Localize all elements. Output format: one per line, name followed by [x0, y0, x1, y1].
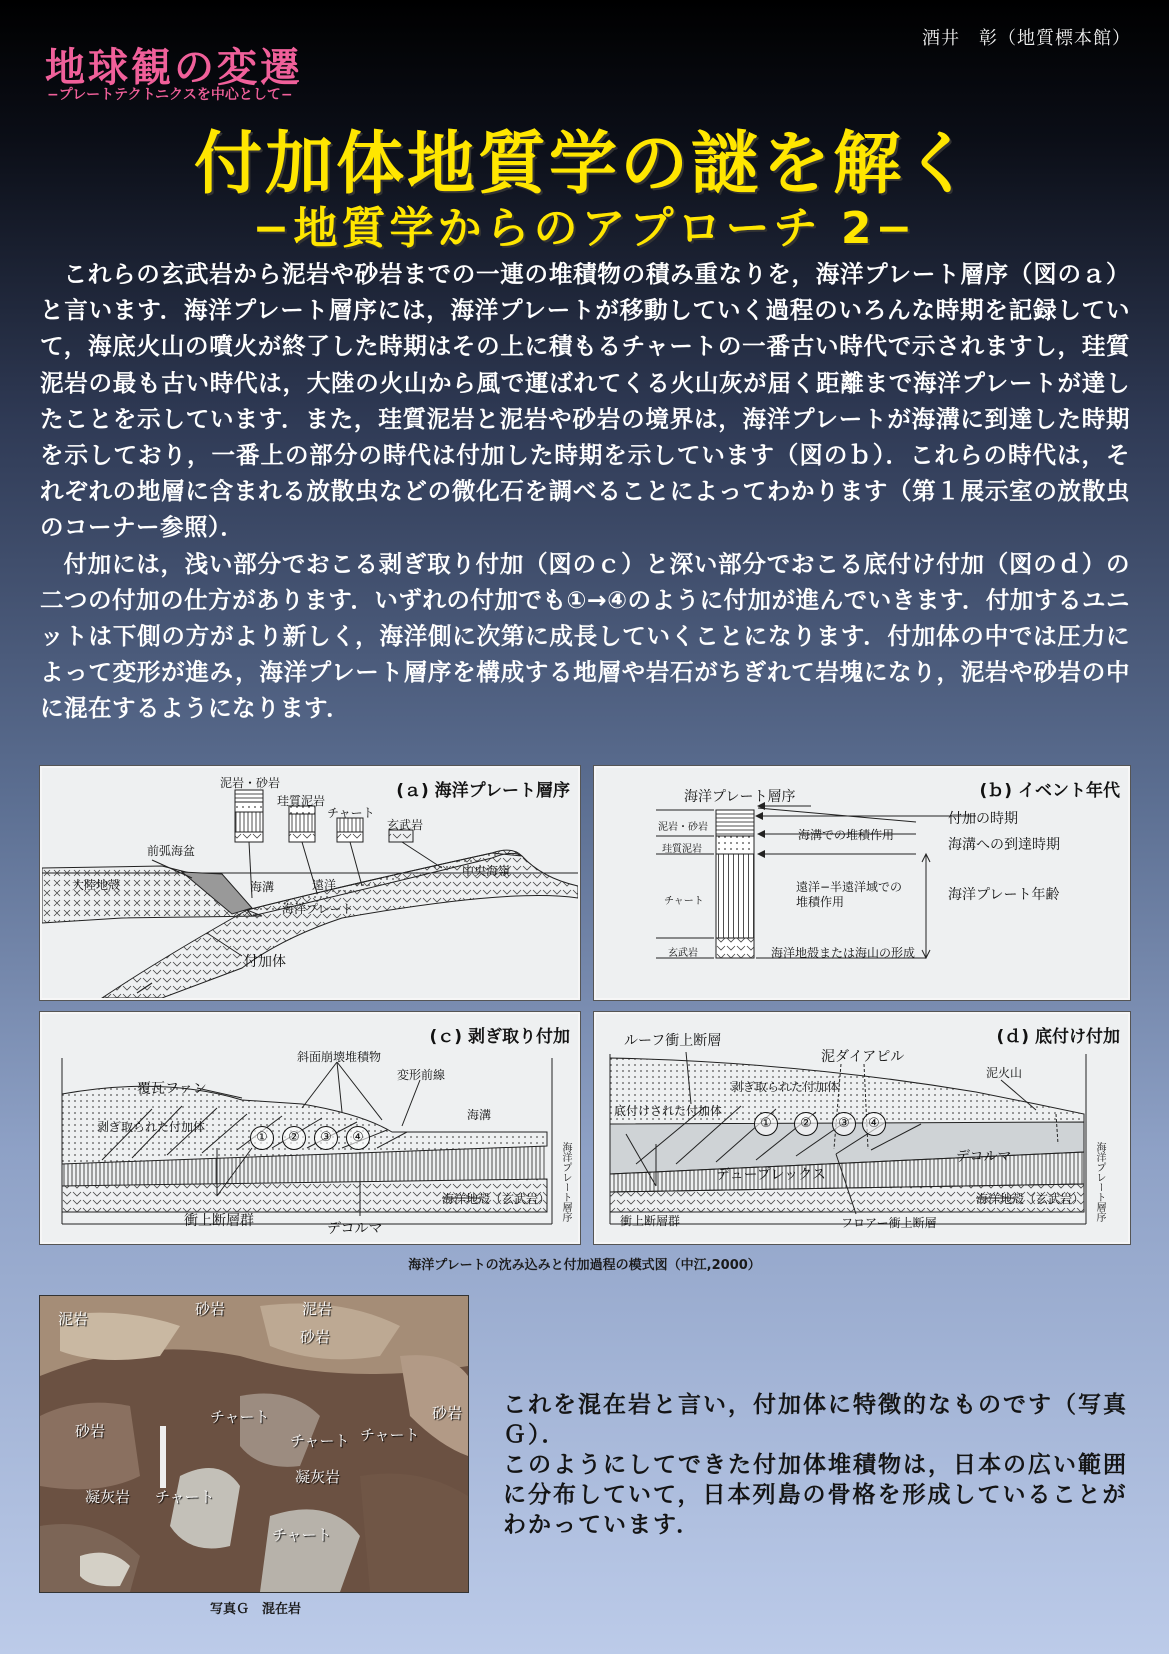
label-mud-sand: 泥岩・砂岩 — [658, 822, 708, 833]
label-decollement-c: デコルマ — [327, 1221, 383, 1237]
photo-melange — [40, 1296, 468, 1592]
step-4-c: ④ — [346, 1126, 370, 1150]
label-crust-formation: 海洋地殻または海山の形成 — [771, 946, 916, 960]
label-roof-thrust: ルーフ衝上断層 — [624, 1033, 722, 1049]
figure-panel-c — [40, 1012, 580, 1244]
label-chert: チャート — [327, 806, 375, 820]
step-1-d: ① — [754, 1112, 778, 1136]
figure-panel-b — [594, 766, 1130, 1000]
photo-label-chert-1: チャート — [210, 1408, 270, 1426]
label-accretion-time: 付加の時期 — [948, 811, 1018, 827]
photo-label-chert-3: チャート — [360, 1426, 420, 1444]
photo-label-tuff-1: 凝灰岩 — [85, 1488, 131, 1506]
series-title: 地球観の変遷 — [45, 45, 303, 91]
panel-d-title: (ｄ) 底付け付加 — [996, 1027, 1120, 1047]
label-slope-deposits: 斜面崩壊堆積物 — [297, 1050, 382, 1064]
label-deformation-front: 変形前線 — [397, 1068, 446, 1082]
label-plate-strat-c: 海洋プレート層序 — [560, 1142, 571, 1222]
label-pelagic-deposition: 遠洋−半遠洋域での堆積作用 — [796, 880, 903, 909]
label-cover-fan: 覆瓦ファン — [137, 1081, 207, 1097]
label-oceanic-plate: 海洋プレート — [282, 902, 354, 916]
label-offscraped-d: 剥ぎ取られた付加体 — [731, 1080, 840, 1094]
label-trench-c: 海溝 — [467, 1108, 492, 1122]
step-2-d: ② — [794, 1112, 818, 1136]
conclusion-line-1: これを混在岩と言い，付加体に特徴的なものです（写真Ｇ）． — [503, 1392, 1128, 1448]
panel-c-title: (ｃ) 剥ぎ取り付加 — [429, 1027, 570, 1047]
step-2-c: ② — [282, 1126, 306, 1150]
photo-label-chert-2: チャート — [290, 1432, 350, 1450]
step-4-d: ④ — [862, 1112, 886, 1136]
label-mud-diapir: 泥ダイアピル — [821, 1049, 905, 1065]
label-plate-age: 海洋プレート年齢 — [948, 887, 1060, 903]
photo-label-sand-1: 砂岩 — [195, 1300, 226, 1318]
label-decollement-d: デコルマ — [956, 1149, 1012, 1165]
body-text — [40, 256, 1130, 727]
panel-b-title: (ｂ) イベント年代 — [979, 781, 1120, 801]
label-crust-c: 海洋地殻（玄武岩） — [442, 1192, 551, 1206]
figure-panel-a — [40, 766, 580, 1000]
label-thrusts-c: 衝上断層群 — [184, 1213, 254, 1229]
label-plate-strat-d: 海洋プレート層序 — [1094, 1142, 1105, 1222]
conclusion-line-2: このようにしてできた付加体堆積物は，日本の広い範囲に分布していて，日本列島の骨格を形成していることがわかっています． — [503, 1452, 1128, 1538]
main-subtitle: −地質学からのアプローチ 2− — [252, 203, 917, 254]
step-1-c: ① — [250, 1126, 274, 1150]
label-mudstone-sandstone: 泥岩・砂岩 — [220, 776, 281, 790]
panel-a-title: (ａ) 海洋プレート層序 — [396, 781, 570, 801]
label-forearc-basin: 前弧海盆 — [147, 844, 196, 858]
author: 酒井 彰（地質標本館） — [922, 28, 1131, 49]
label-trench-deposition: 海溝での堆積作用 — [798, 828, 895, 842]
label-trench-arrival: 海溝への到達時期 — [948, 837, 1060, 853]
figure-caption: 海洋プレートの沈み込みと付加過程の模式図（中江,2000） — [408, 1258, 761, 1273]
photo-label-chert-5: チャート — [272, 1526, 332, 1544]
label-stratigraphy: 海洋プレート層序 — [684, 789, 796, 805]
conclusion-text — [503, 1390, 1133, 1540]
label-basalt-b: 玄武岩 — [668, 948, 698, 959]
photo-label-sand-2: 砂岩 — [300, 1328, 331, 1346]
main-title: 付加体地質学の謎を解く — [193, 125, 975, 204]
label-mud-volcano: 泥火山 — [986, 1066, 1023, 1080]
label-offscraped-c: 剥ぎ取られた付加体 — [97, 1120, 206, 1134]
photo-label-sand-3: 砂岩 — [432, 1404, 463, 1422]
body-paragraph-2: 付加には，浅い部分でおこる剥ぎ取り付加（図のｃ）と深い部分でおこる底付け付加（図のｄ）の二つの付加の仕方があります．いずれの付加でも①→④のように付加が進んでいきます．付加するユニットは下側の方がより新しく，海洋側に次第に成長していくことになります．付加体の中では圧力によって変形が進み，海洋プレート層序を構成する地層や岩石がちぎれて岩塊になり，泥岩や砂岩の中に混在するようになります． — [40, 549, 1130, 723]
step-3-d: ③ — [832, 1112, 856, 1136]
label-chert-b: チャート — [664, 896, 704, 907]
label-floor-thrust: フロアー衝上断層 — [841, 1216, 937, 1230]
label-trench: 海溝 — [250, 880, 275, 894]
label-underplated: 底付けされた付加体 — [614, 1104, 723, 1118]
photo-label-mud-2: 泥岩 — [302, 1300, 333, 1318]
photo-label-tuff-2: 凝灰岩 — [295, 1468, 341, 1486]
label-duplex: デュープレックス — [716, 1167, 827, 1183]
label-siliceous-mudstone: 珪質泥岩 — [277, 794, 326, 808]
label-basalt: 玄武岩 — [387, 818, 424, 832]
label-siliceous: 珪質泥岩 — [662, 844, 702, 855]
label-crust-d: 海洋地殻（玄武岩） — [976, 1192, 1085, 1206]
label-pelagic: 遠洋 — [312, 878, 337, 892]
body-paragraph-1: これらの玄武岩から泥岩や砂岩までの一連の堆積物の積み重なりを，海洋プレート層序（図のａ）と言います．海洋プレート層序には，海洋プレートが移動していく過程のいろんな時期を記録していて，海底火山の噴火が終了した時期はその上に積もるチャートの一番古い時代で示されますし，珪質泥岩の最も古い時代は，大陸の火山から風で運ばれてくる火山灰が届く距離まで海洋プレートが達したことを示しています．また，珪質泥岩と泥岩や砂岩の境界は，海洋プレートが海溝に到達した時期を示しており，一番上の部分の時代は付加した時期を示しています（図のｂ）．これらの時代は，それぞれの地層に含まれる放散虫などの微化石を調べることによってわかります（第１展示室の放散虫のコーナー参照）． — [40, 260, 1130, 542]
step-3-c: ③ — [314, 1126, 338, 1150]
photo-caption: 写真Ｇ 混在岩 — [210, 1602, 302, 1617]
photo-label-chert-4: チャート — [155, 1488, 215, 1506]
label-continental-crust: 大陸地殻 — [72, 878, 121, 892]
label-thrusts-d: 衝上断層群 — [620, 1214, 681, 1228]
figure-panel-d — [594, 1012, 1130, 1244]
photo-label-sand-4: 砂岩 — [75, 1422, 106, 1440]
label-accretionary-complex: 付加体 — [244, 954, 286, 970]
label-ridge: 中央海嶺 — [462, 864, 511, 878]
series-subtitle: −プレートテクトニクスを中心として− — [47, 87, 293, 103]
photo-label-mud-1: 泥岩 — [58, 1310, 89, 1328]
